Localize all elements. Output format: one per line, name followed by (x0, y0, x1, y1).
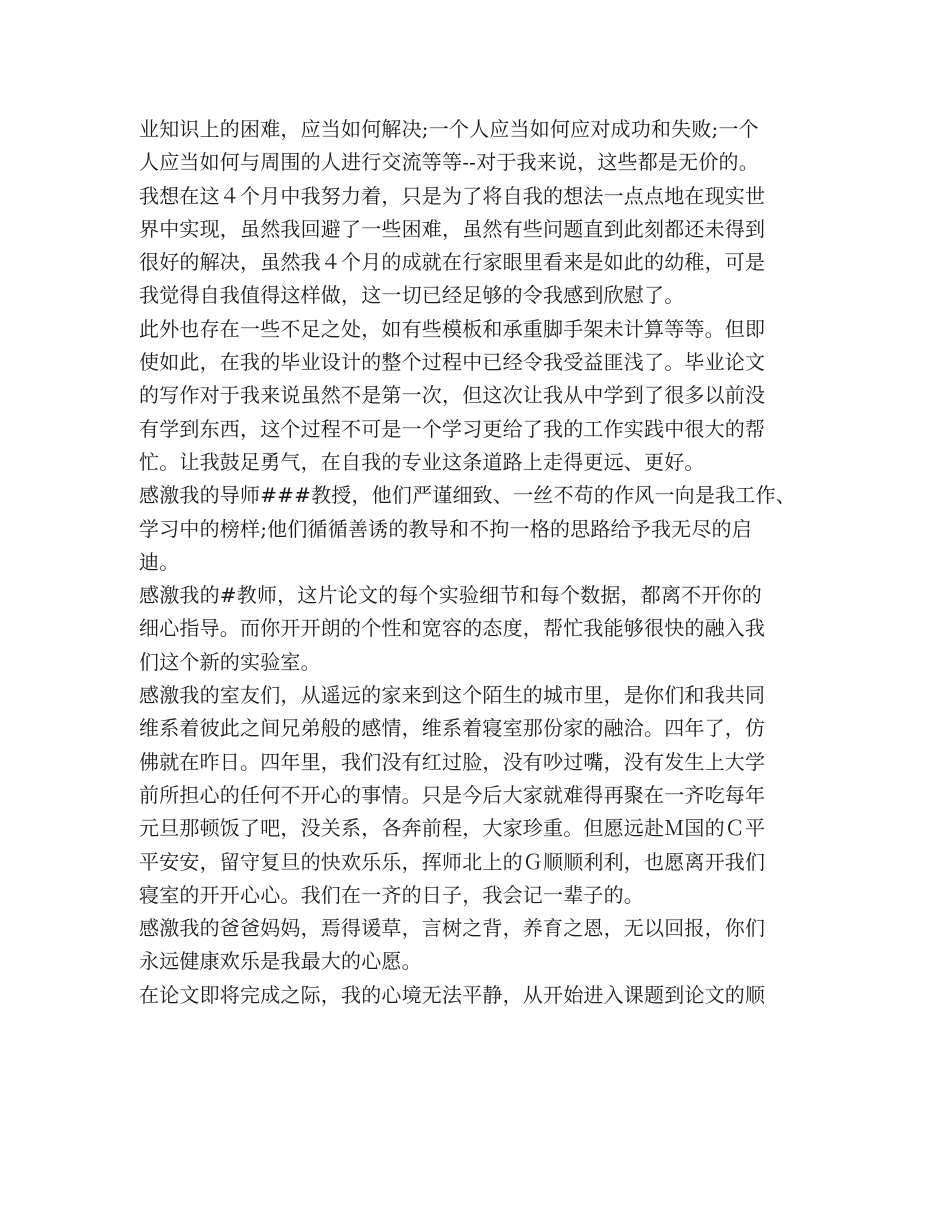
text-line: 我想在这４个月中我努力着，只是为了将自我的想法一点点地在现实世 (139, 183, 766, 208)
text-line: 感激我的#教师，这片论文的每个实验细节和每个数据，都离不开你的 (139, 583, 762, 608)
text-line: 永远健康欢乐是我最大的心愿。 (139, 949, 422, 974)
text-line: 平安安，留守复旦的快欢乐乐，挥师北上的Ｇ顺顺利利，也愿离开我们 (139, 849, 766, 874)
text-line: 忙。让我鼓足勇气，在自我的专业这条道路上走得更远、更好。 (139, 449, 705, 474)
text-line: 界中实现，虽然我回避了一些困难，虽然有些问题直到此刻都还未得到 (139, 216, 766, 241)
text-line: 佛就在昨日。四年里，我们没有红过脸，没有吵过嘴，没有发生上大学 (139, 749, 766, 774)
text-line: 的写作对于我来说虽然不是第一次，但这次让我从中学到了很多以前没 (139, 383, 766, 408)
text-line: 此外也存在一些不足之处，如有些模板和承重脚手架未计算等等。但即 (139, 316, 766, 341)
text-line: 我觉得自我值得这样做，这一切已经足够的令我感到欣慰了。 (139, 283, 685, 308)
body-text (139, 113, 829, 1012)
text-line: 维系着彼此之间兄弟般的感情，维系着寝室那份家的融洽。四年了，仿 (139, 716, 766, 741)
text-line: 们这个新的实验室。 (139, 649, 321, 674)
text-line: 细心指导。而你开开朗的个性和宽容的态度，帮忙我能够很快的融入我 (139, 616, 766, 641)
text-line: 迪。 (139, 549, 180, 574)
text-line: 元旦那顿饭了吧，没关系，各奔前程，大家珍重。但愿远赴Ｍ国的Ｃ平 (139, 816, 766, 841)
text-line: 感激我的导师###教授，他们严谨细致、一丝不苟的作风一向是我工作、 (139, 483, 796, 508)
text-line: 在论文即将完成之际，我的心境无法平静，从开始进入课题到论文的顺 (139, 982, 766, 1007)
text-line: 寝室的开开心心。我们在一齐的日子，我会记一辈子的。 (139, 882, 644, 907)
text-line: 前所担心的任何不开心的事情。只是今后大家就难得再聚在一齐吃每年 (139, 782, 766, 807)
text-line: 人应当如何与周围的人进行交流等等--对于我来说，这些都是无价的。 (139, 150, 759, 175)
text-line: 学习中的榜样;他们循循善诱的教导和不拘一格的思路给予我无尽的启 (139, 516, 752, 541)
text-line: 很好的解决，虽然我４个月的成就在行家眼里看来是如此的幼稚，可是 (139, 250, 766, 275)
text-line: 感激我的爸爸妈妈，焉得谖草，言树之背，养育之恩，无以回报，你们 (139, 916, 766, 941)
text-line: 使如此，在我的毕业设计的整个过程中已经令我受益匪浅了。毕业论文 (139, 350, 766, 375)
text-line: 业知识上的困难，应当如何解决;一个人应当如何应对成功和失败;一个 (139, 117, 759, 141)
text-line: 感激我的室友们，从遥远的家来到这个陌生的城市里，是你们和我共同 (139, 683, 766, 708)
text-line: 有学到东西，这个过程不可是一个学习更给了我的工作实践中很大的帮 (139, 416, 766, 441)
